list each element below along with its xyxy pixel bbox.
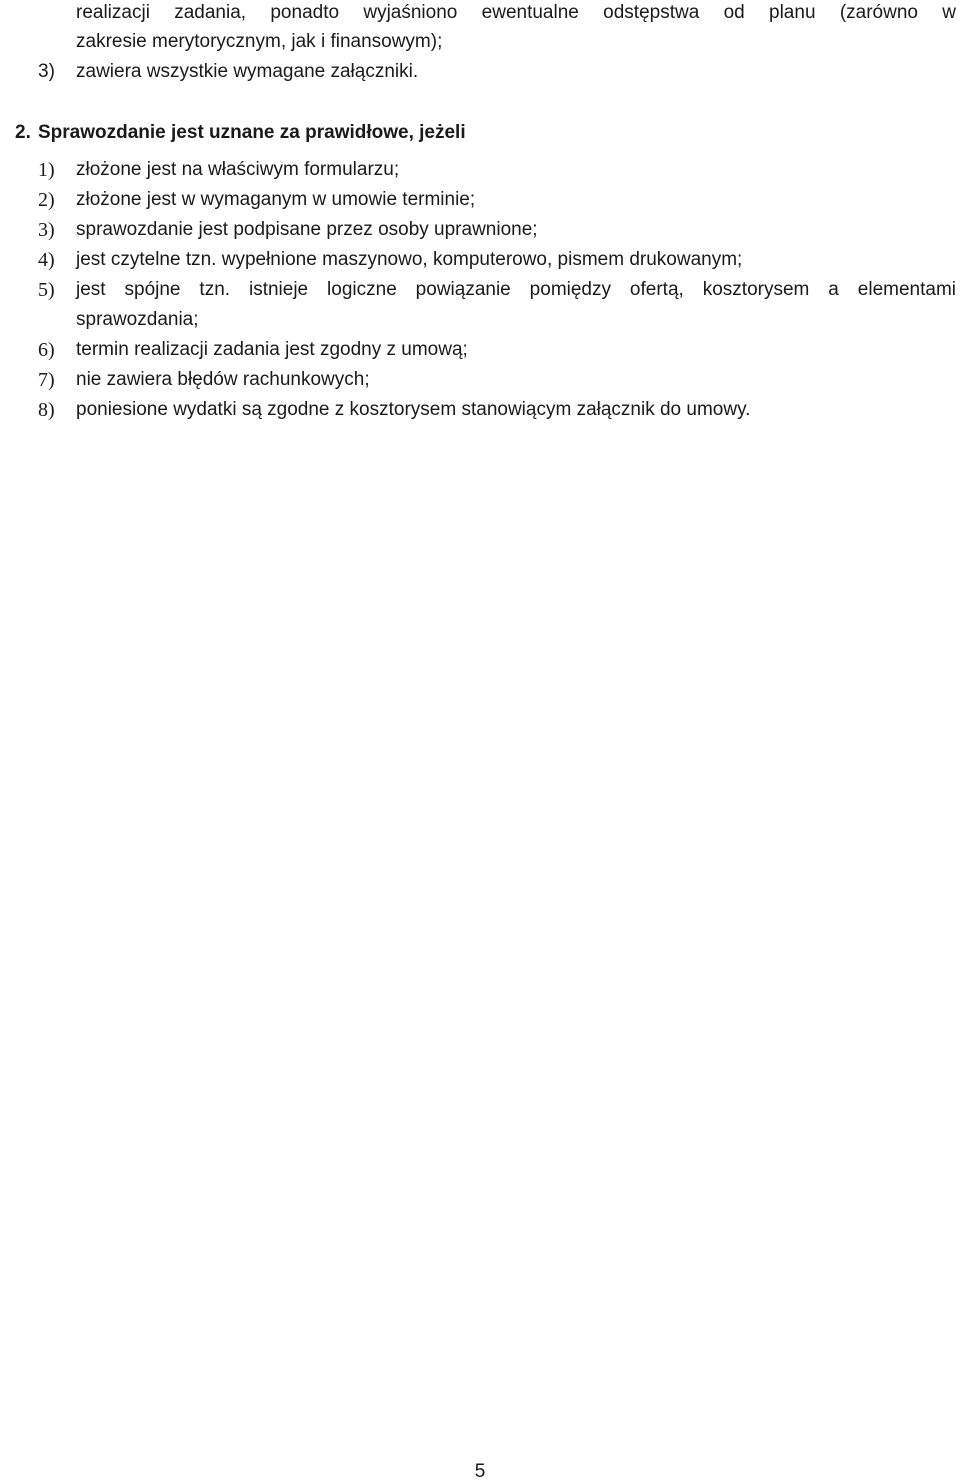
- list-text: nie zawiera błędów rachunkowych;: [76, 369, 370, 390]
- section-heading-text: Sprawozdanie jest uznane za prawidłowe, jeżeli: [38, 122, 466, 143]
- list-number: 3): [38, 61, 55, 82]
- list-text: poniesione wydatki są zgodne z kosztorysem stanowiącym załącznik do umowy.: [76, 399, 751, 420]
- list-number: 2): [38, 189, 55, 211]
- list-number: 1): [38, 159, 55, 181]
- list-text: złożone jest na właściwym formularzu;: [76, 159, 400, 180]
- list-text: zawiera wszystkie wymagane załączniki.: [76, 61, 419, 82]
- list-text: jest czytelne tzn. wypełnione maszynowo, komputerowo, pismem drukowanym;: [76, 249, 743, 270]
- list-number: 8): [38, 399, 55, 421]
- continuation-line-2: zakresie merytorycznym, jak i finansowym);: [76, 31, 443, 52]
- section-number: 2.: [15, 122, 31, 143]
- list-number: 4): [38, 249, 55, 271]
- list-text: sprawozdanie jest podpisane przez osoby uprawnione;: [76, 219, 538, 240]
- list-text: złożone jest w wymaganym w umowie terminie;: [76, 189, 476, 210]
- continuation-line-1: realizacji zadania, ponadto wyjaśniono ewentualne odstępstwa od planu (zarówno w: [76, 2, 956, 23]
- list-text-continuation: sprawozdania;: [76, 309, 199, 330]
- list-number: 7): [38, 369, 55, 391]
- page-number: 5: [474, 1461, 486, 1482]
- list-number: 5): [38, 279, 55, 301]
- list-number: 6): [38, 339, 55, 361]
- list-text: termin realizacji zadania jest zgodny z umową;: [76, 339, 468, 360]
- section-heading: [15, 120, 466, 146]
- list-number: 3): [38, 219, 55, 241]
- list-text: jest spójne tzn. istnieje logiczne powiązanie pomiędzy ofertą, kosztorysem a elementami: [76, 279, 956, 300]
